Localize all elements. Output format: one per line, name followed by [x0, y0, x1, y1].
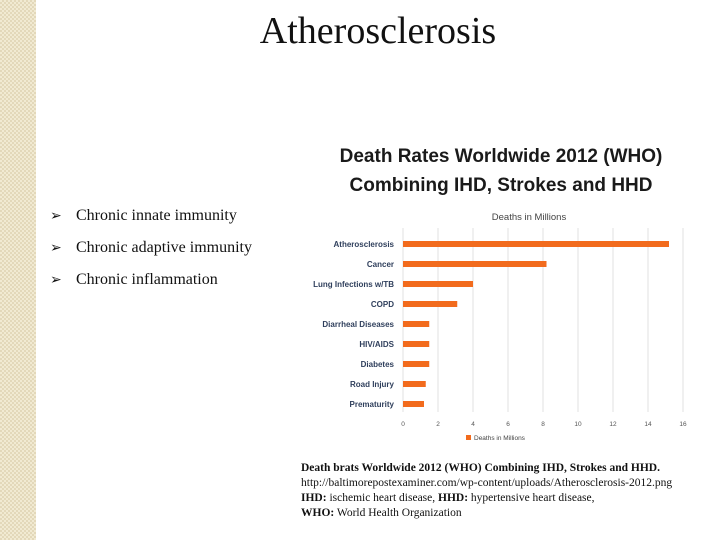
bullet-item	[50, 264, 252, 296]
caption-who-term: WHO:	[301, 507, 335, 519]
caption-who-definition: World Health Organization	[334, 507, 462, 519]
chart-heading	[296, 142, 706, 200]
x-tick-label: 2	[436, 421, 440, 428]
bullet-item	[50, 200, 252, 232]
category-label: Cancer	[366, 260, 394, 269]
category-label: COPD	[370, 300, 394, 309]
slide-title: Atherosclerosis	[259, 10, 497, 52]
x-tick-label: 14	[644, 421, 652, 428]
bar	[403, 281, 473, 287]
category-label: Atherosclerosis	[333, 240, 394, 249]
arrow-bullet-icon: ➢	[50, 240, 62, 256]
bullet-text: Chronic innate immunity	[76, 207, 237, 224]
legend-swatch	[466, 435, 471, 440]
caption-hhd-term: HHD:	[438, 492, 469, 504]
bar	[403, 321, 429, 327]
image-caption	[301, 461, 716, 521]
category-label: HIV/AIDS	[359, 340, 394, 349]
caption-title: Death brats Worldwide 2012 (WHO) Combining IHD, Strokes and HHD.	[301, 462, 660, 474]
bar	[403, 401, 424, 407]
x-tick-label: 8	[541, 421, 545, 428]
x-tick-label: 12	[609, 421, 617, 428]
arrow-bullet-icon: ➢	[50, 272, 62, 288]
bar	[403, 301, 457, 307]
x-tick-label: 10	[574, 421, 582, 428]
chart-heading-line2: Combining IHD, Strokes and HHD	[349, 175, 653, 196]
arrow-bullet-icon: ➢	[50, 208, 62, 224]
bullet-text: Chronic adaptive immunity	[76, 239, 252, 256]
chart-title: Deaths in Millions	[491, 212, 567, 223]
category-label: Diabetes	[360, 360, 394, 369]
bullet-text: Chronic inflammation	[76, 271, 218, 288]
category-label: Lung Infections w/TB	[313, 280, 394, 289]
x-tick-label: 16	[679, 421, 687, 428]
category-label: Road Injury	[349, 380, 394, 389]
legend-label: Deaths in Millions	[474, 435, 525, 442]
x-tick-label: 4	[471, 421, 475, 428]
bar	[403, 381, 426, 387]
x-tick-label: 6	[506, 421, 510, 428]
caption-source-url: http://baltimorepostexaminer.com/wp-content/uploads/Atherosclerosis-2012.png	[301, 477, 673, 489]
bullet-list	[50, 200, 252, 296]
decorative-side-stripe	[0, 0, 36, 540]
category-label: Diarrheal Diseases	[322, 320, 394, 329]
caption-hhd-definition: hypertensive heart disease,	[468, 492, 595, 504]
bar	[403, 341, 429, 347]
bar	[403, 241, 669, 247]
bar	[403, 361, 429, 367]
bar	[403, 261, 547, 267]
death-rates-bar-chart	[296, 206, 706, 446]
caption-ihd-definition: ischemic heart disease,	[326, 492, 439, 504]
category-label: Prematurity	[349, 400, 394, 409]
bullet-item	[50, 232, 252, 264]
chart-heading-line1: Death Rates Worldwide 2012 (WHO)	[339, 146, 663, 167]
x-tick-label: 0	[401, 421, 405, 428]
caption-ihd-term: IHD:	[301, 492, 327, 504]
